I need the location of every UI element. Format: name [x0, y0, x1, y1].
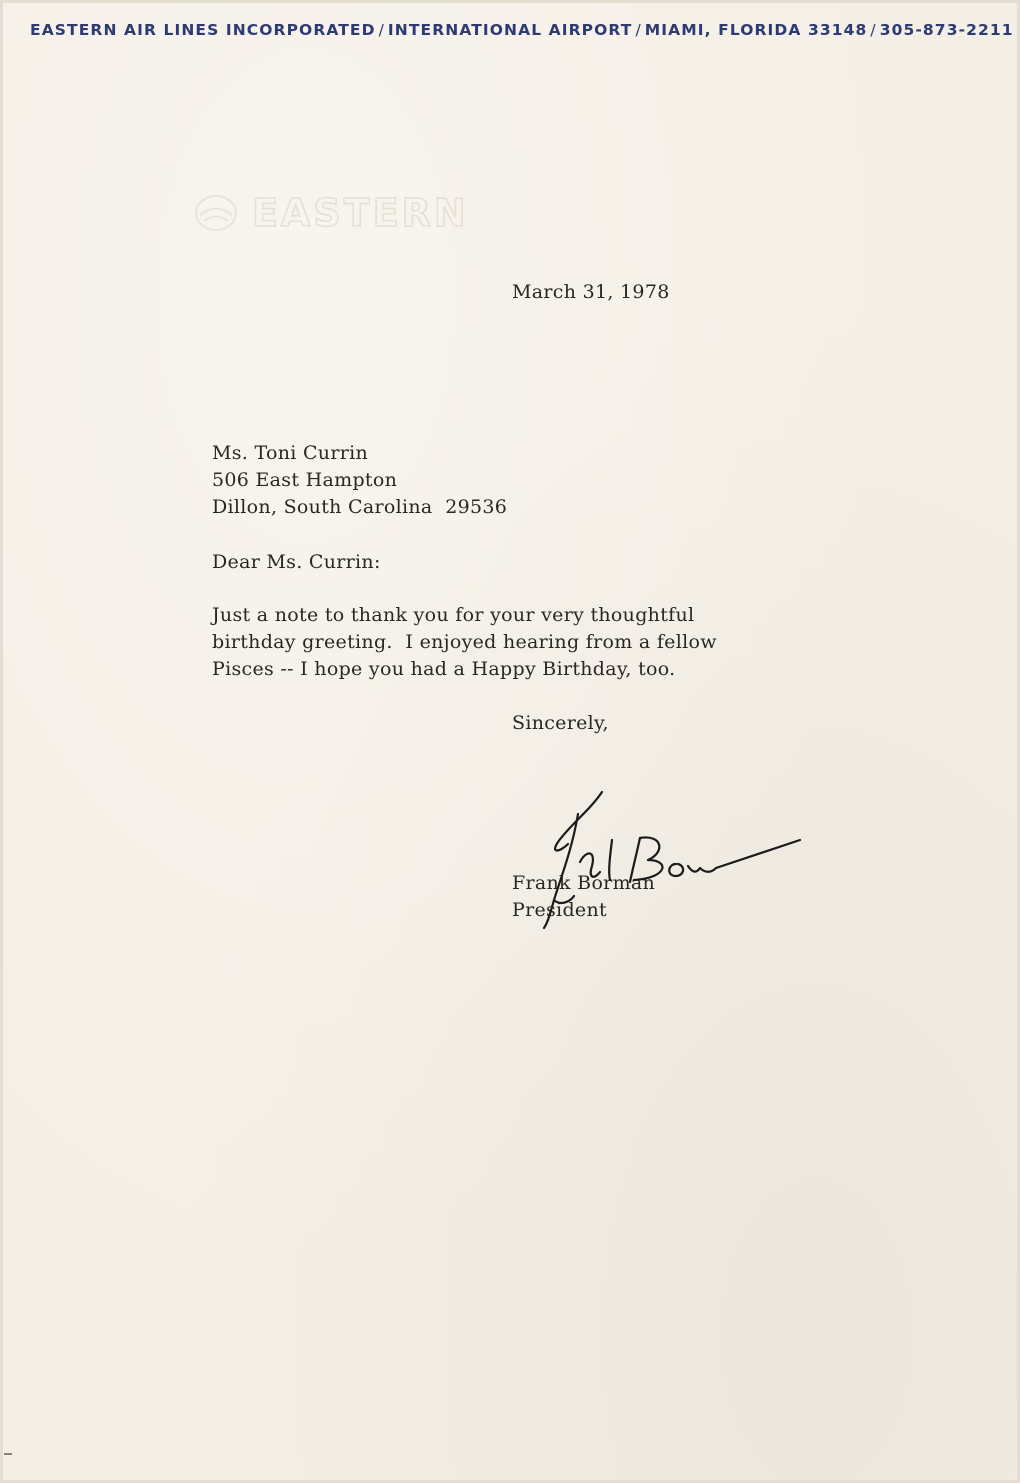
letterhead-company: EASTERN AIR LINES INCORPORATED [30, 21, 376, 39]
signer-name: Frank Borman [512, 872, 656, 894]
watermark-text: EASTERN [252, 191, 469, 235]
body-line: Pisces -- I hope you had a Happy Birthday, too. [212, 658, 676, 680]
salutation: Dear Ms. Currin: [212, 551, 381, 573]
body-line: Just a note to thank you for your very thoughtful [212, 604, 695, 626]
letterhead-separator: / [378, 21, 385, 39]
letter-body [212, 602, 717, 683]
signer-title: President [512, 899, 607, 921]
letterhead-phone: 305-873-2211 [879, 21, 1014, 39]
body-line: birthday greeting. I enjoyed hearing from a fellow [212, 631, 717, 653]
recipient-address [212, 440, 507, 521]
eastern-watermark-logo [190, 188, 550, 238]
letterhead [30, 21, 1014, 39]
recipient-city: Dillon, South Carolina 29536 [212, 496, 508, 518]
letterhead-separator: / [870, 21, 877, 39]
letter-date: March 31, 1978 [512, 281, 670, 303]
handwritten-signature [530, 780, 820, 940]
recipient-name: Ms. Toni Currin [212, 442, 369, 464]
closing: Sincerely, [512, 712, 609, 734]
letterhead-city: MIAMI, FLORIDA 33148 [644, 21, 868, 39]
letterhead-location: INTERNATIONAL AIRPORT [387, 21, 633, 39]
recipient-street: 506 East Hampton [212, 469, 398, 491]
letterhead-separator: / [635, 21, 642, 39]
margin-mark [4, 1453, 12, 1455]
